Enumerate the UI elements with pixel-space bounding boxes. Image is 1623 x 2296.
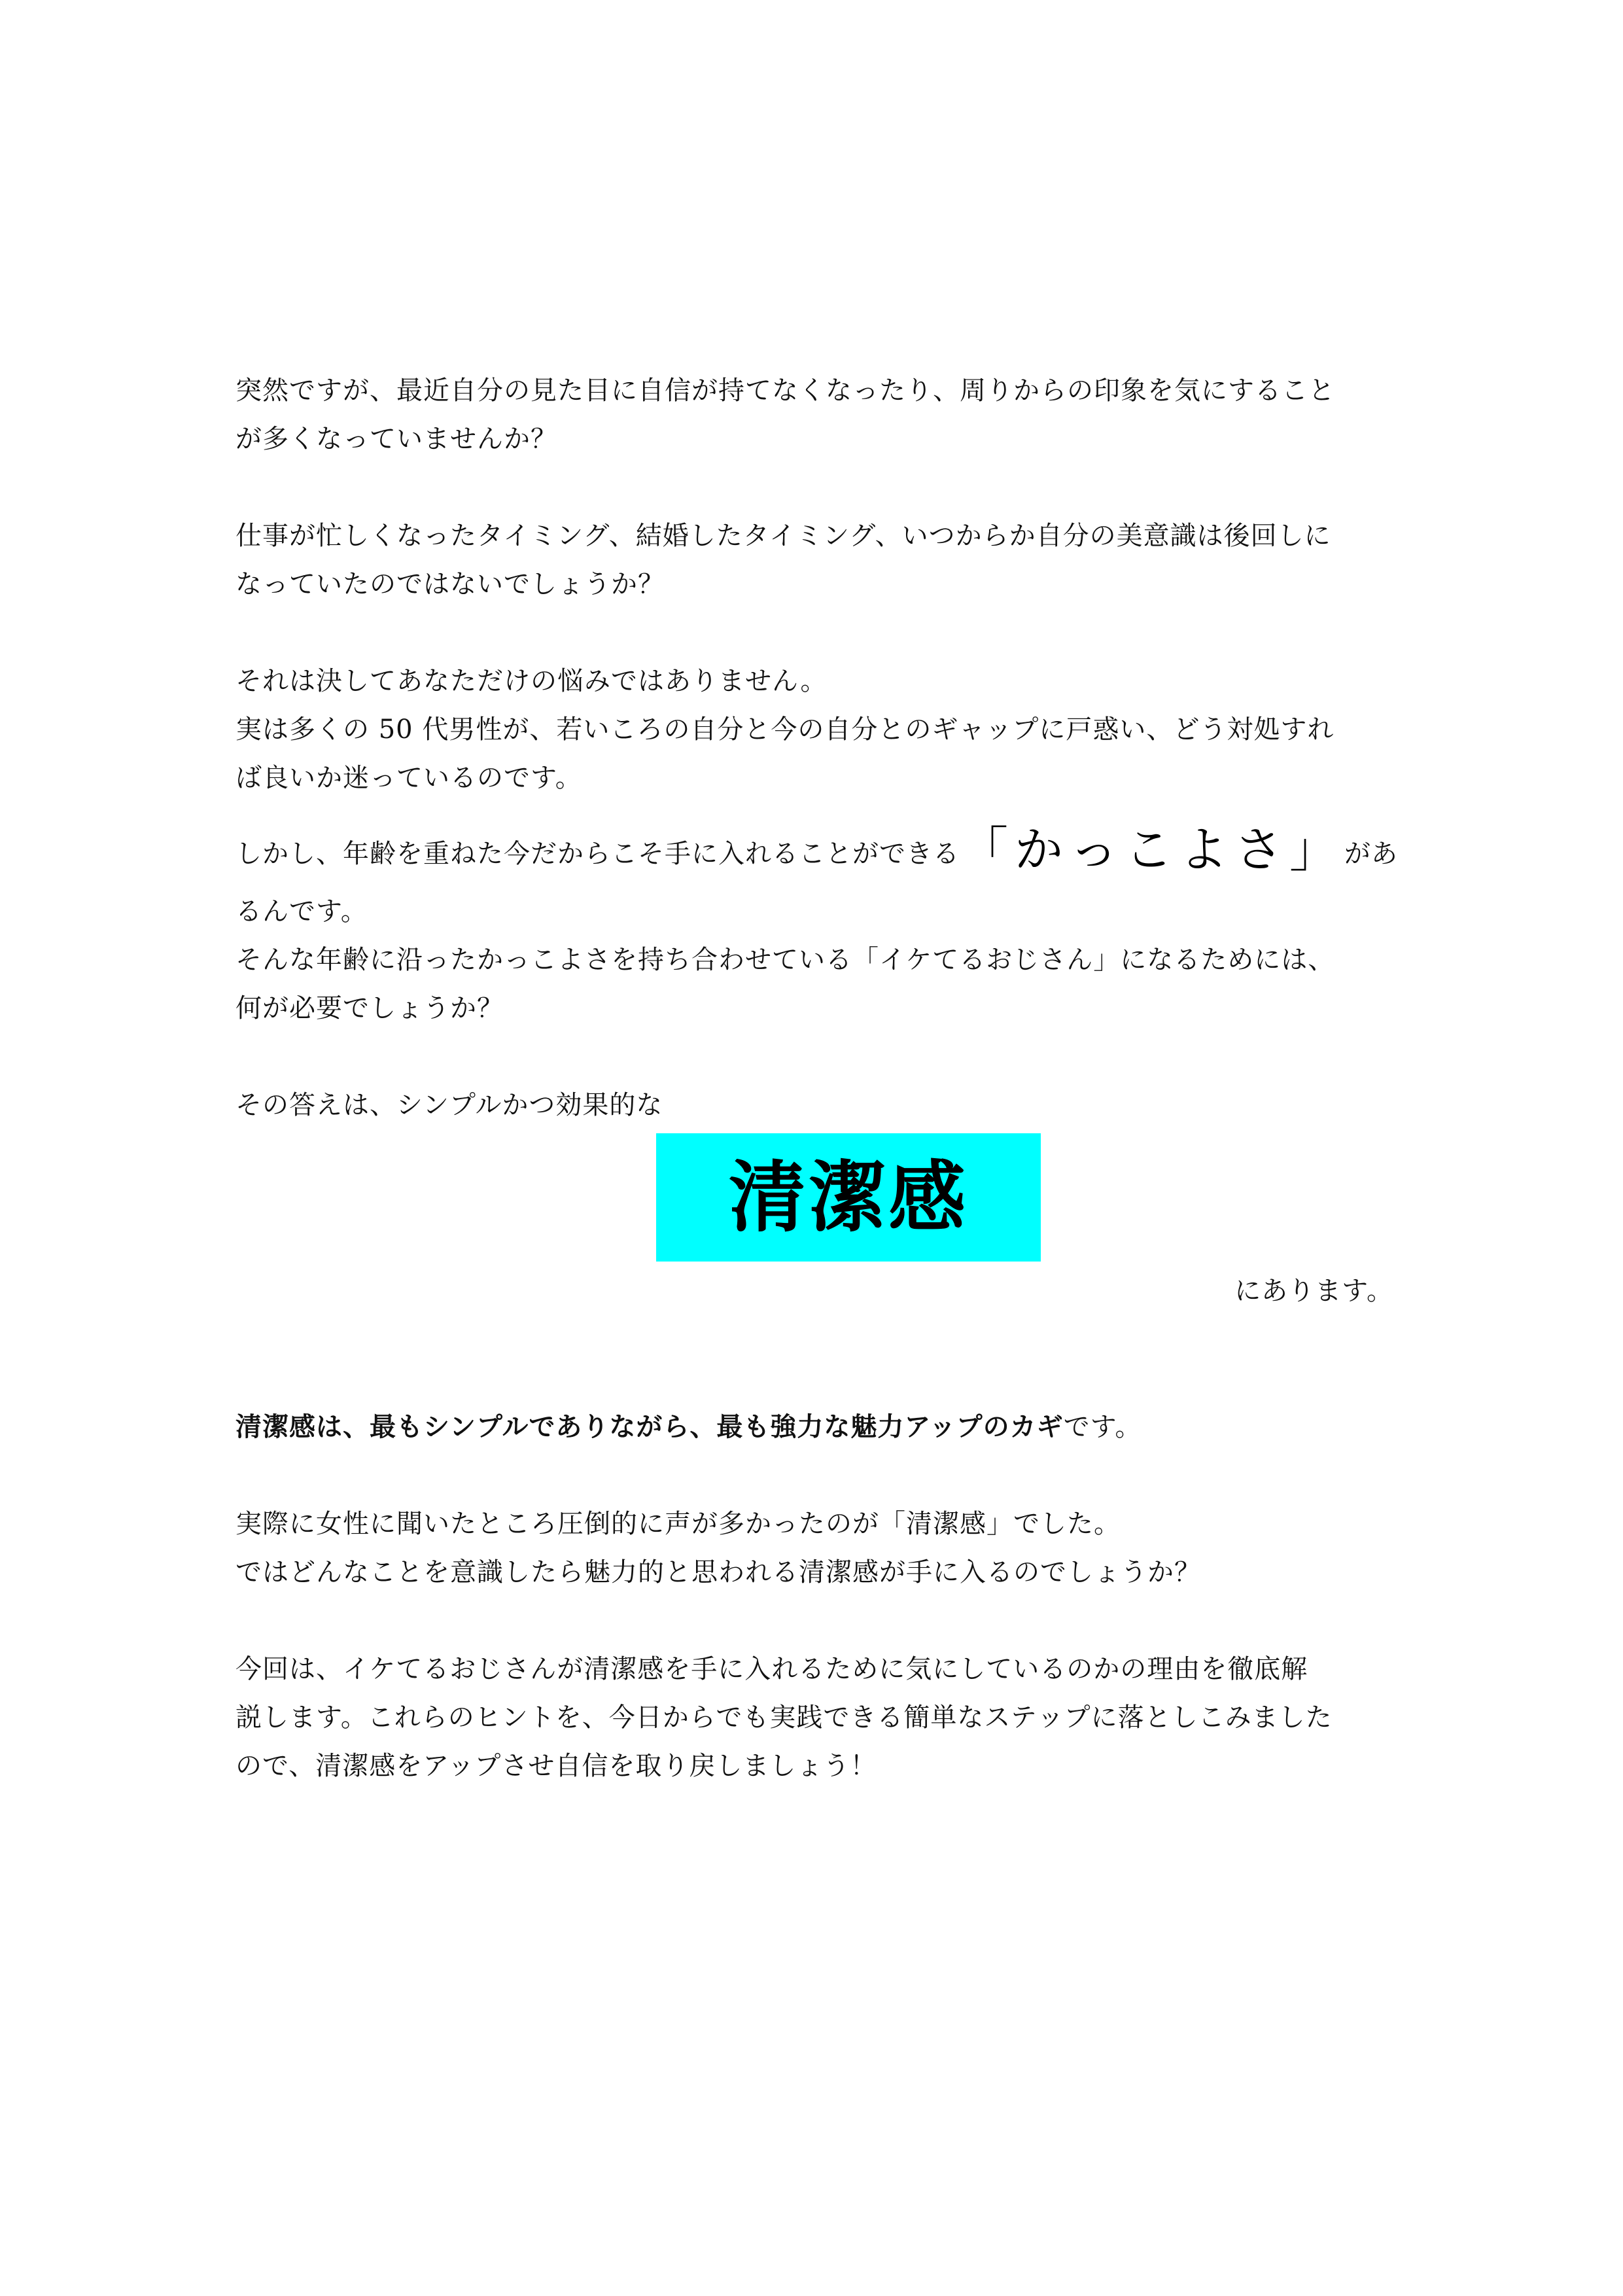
text-line: るんです。	[236, 896, 368, 927]
coolness-highlight: 「かっこよさ」	[960, 822, 1344, 878]
paragraph-conclusion	[236, 1645, 1400, 1790]
key-point-tail-text: です。	[1063, 1412, 1142, 1442]
text-line: そんな年齢に沿ったかっこよさを持ち合わせている「イケてるおじさん」になるためには、	[236, 945, 1335, 975]
text-line: 実際に女性に聞いたところ圧倒的に声が多かったのが「清潔感」でした。	[236, 1509, 1121, 1539]
coolness-pre-text: しかし、年齢を重ねた今だからこそ手に入れることができる	[236, 839, 960, 869]
text-line: ので、清潔感をアップさせ自信を取り戻しましょう！	[236, 1751, 877, 1781]
paragraph-survey	[236, 1500, 1400, 1597]
paragraph-coolness	[236, 814, 1400, 1033]
text-line: 仕事が忙しくなったタイミング、結婚したタイミング、いつからか自分の美意識は後回しに	[236, 521, 1331, 551]
text-line: 説します。これらのヒントを、今日からでも実践できる簡単なステップに落としこみました	[236, 1703, 1333, 1733]
text-line: 今回は、イケてるおじさんが清潔感を手に入れるために気にしているのかの理由を徹底解	[236, 1654, 1308, 1684]
paragraph-answer	[236, 1081, 1400, 1315]
text-line: 突然ですが、最近自分の見た目に自信が持てなくなったり、周りからの印象を気にすること	[236, 376, 1335, 406]
text-line: 何が必要でしょうか？	[236, 993, 504, 1023]
text-line: ば良いか迷っているのです。	[236, 763, 582, 793]
paragraph-not-alone	[236, 657, 1400, 802]
text-line: が多くなっていませんか？	[236, 424, 557, 454]
text-line: その答えは、シンプルかつ効果的な	[236, 1090, 663, 1120]
cleanliness-highlight-box	[656, 1133, 1041, 1262]
key-point-bold-text: 清潔感は、最もシンプルでありながら、最も強力な魅力アップのカギ	[236, 1411, 1064, 1442]
spacer	[236, 1364, 1400, 1403]
text-line: なっていたのではないでしょうか？	[236, 569, 665, 599]
key-point-line	[236, 1403, 1400, 1451]
paragraph-intro	[236, 366, 1400, 463]
cleanliness-hero-text: 清潔感	[728, 1152, 968, 1243]
text-line: それは決してあなただけの悩みではありません。	[236, 666, 828, 696]
paragraph-busy-life	[236, 512, 1400, 609]
paragraph-key-point	[236, 1403, 1400, 1451]
text-line: にあります。	[1234, 1276, 1393, 1306]
coolness-post-text: があ	[1344, 839, 1398, 869]
document-body	[236, 366, 1400, 1839]
coolness-line	[236, 814, 1400, 890]
text-line: ではどんなことを意識したら魅力的と思われる清潔感が手に入るのでしょうか？	[236, 1557, 1201, 1587]
hero-container	[236, 1133, 1400, 1262]
text-line: 実は多くの 50 代男性が、若いころの自分と今の自分とのギャップに戸惑い、どう対処すれ	[236, 715, 1335, 745]
